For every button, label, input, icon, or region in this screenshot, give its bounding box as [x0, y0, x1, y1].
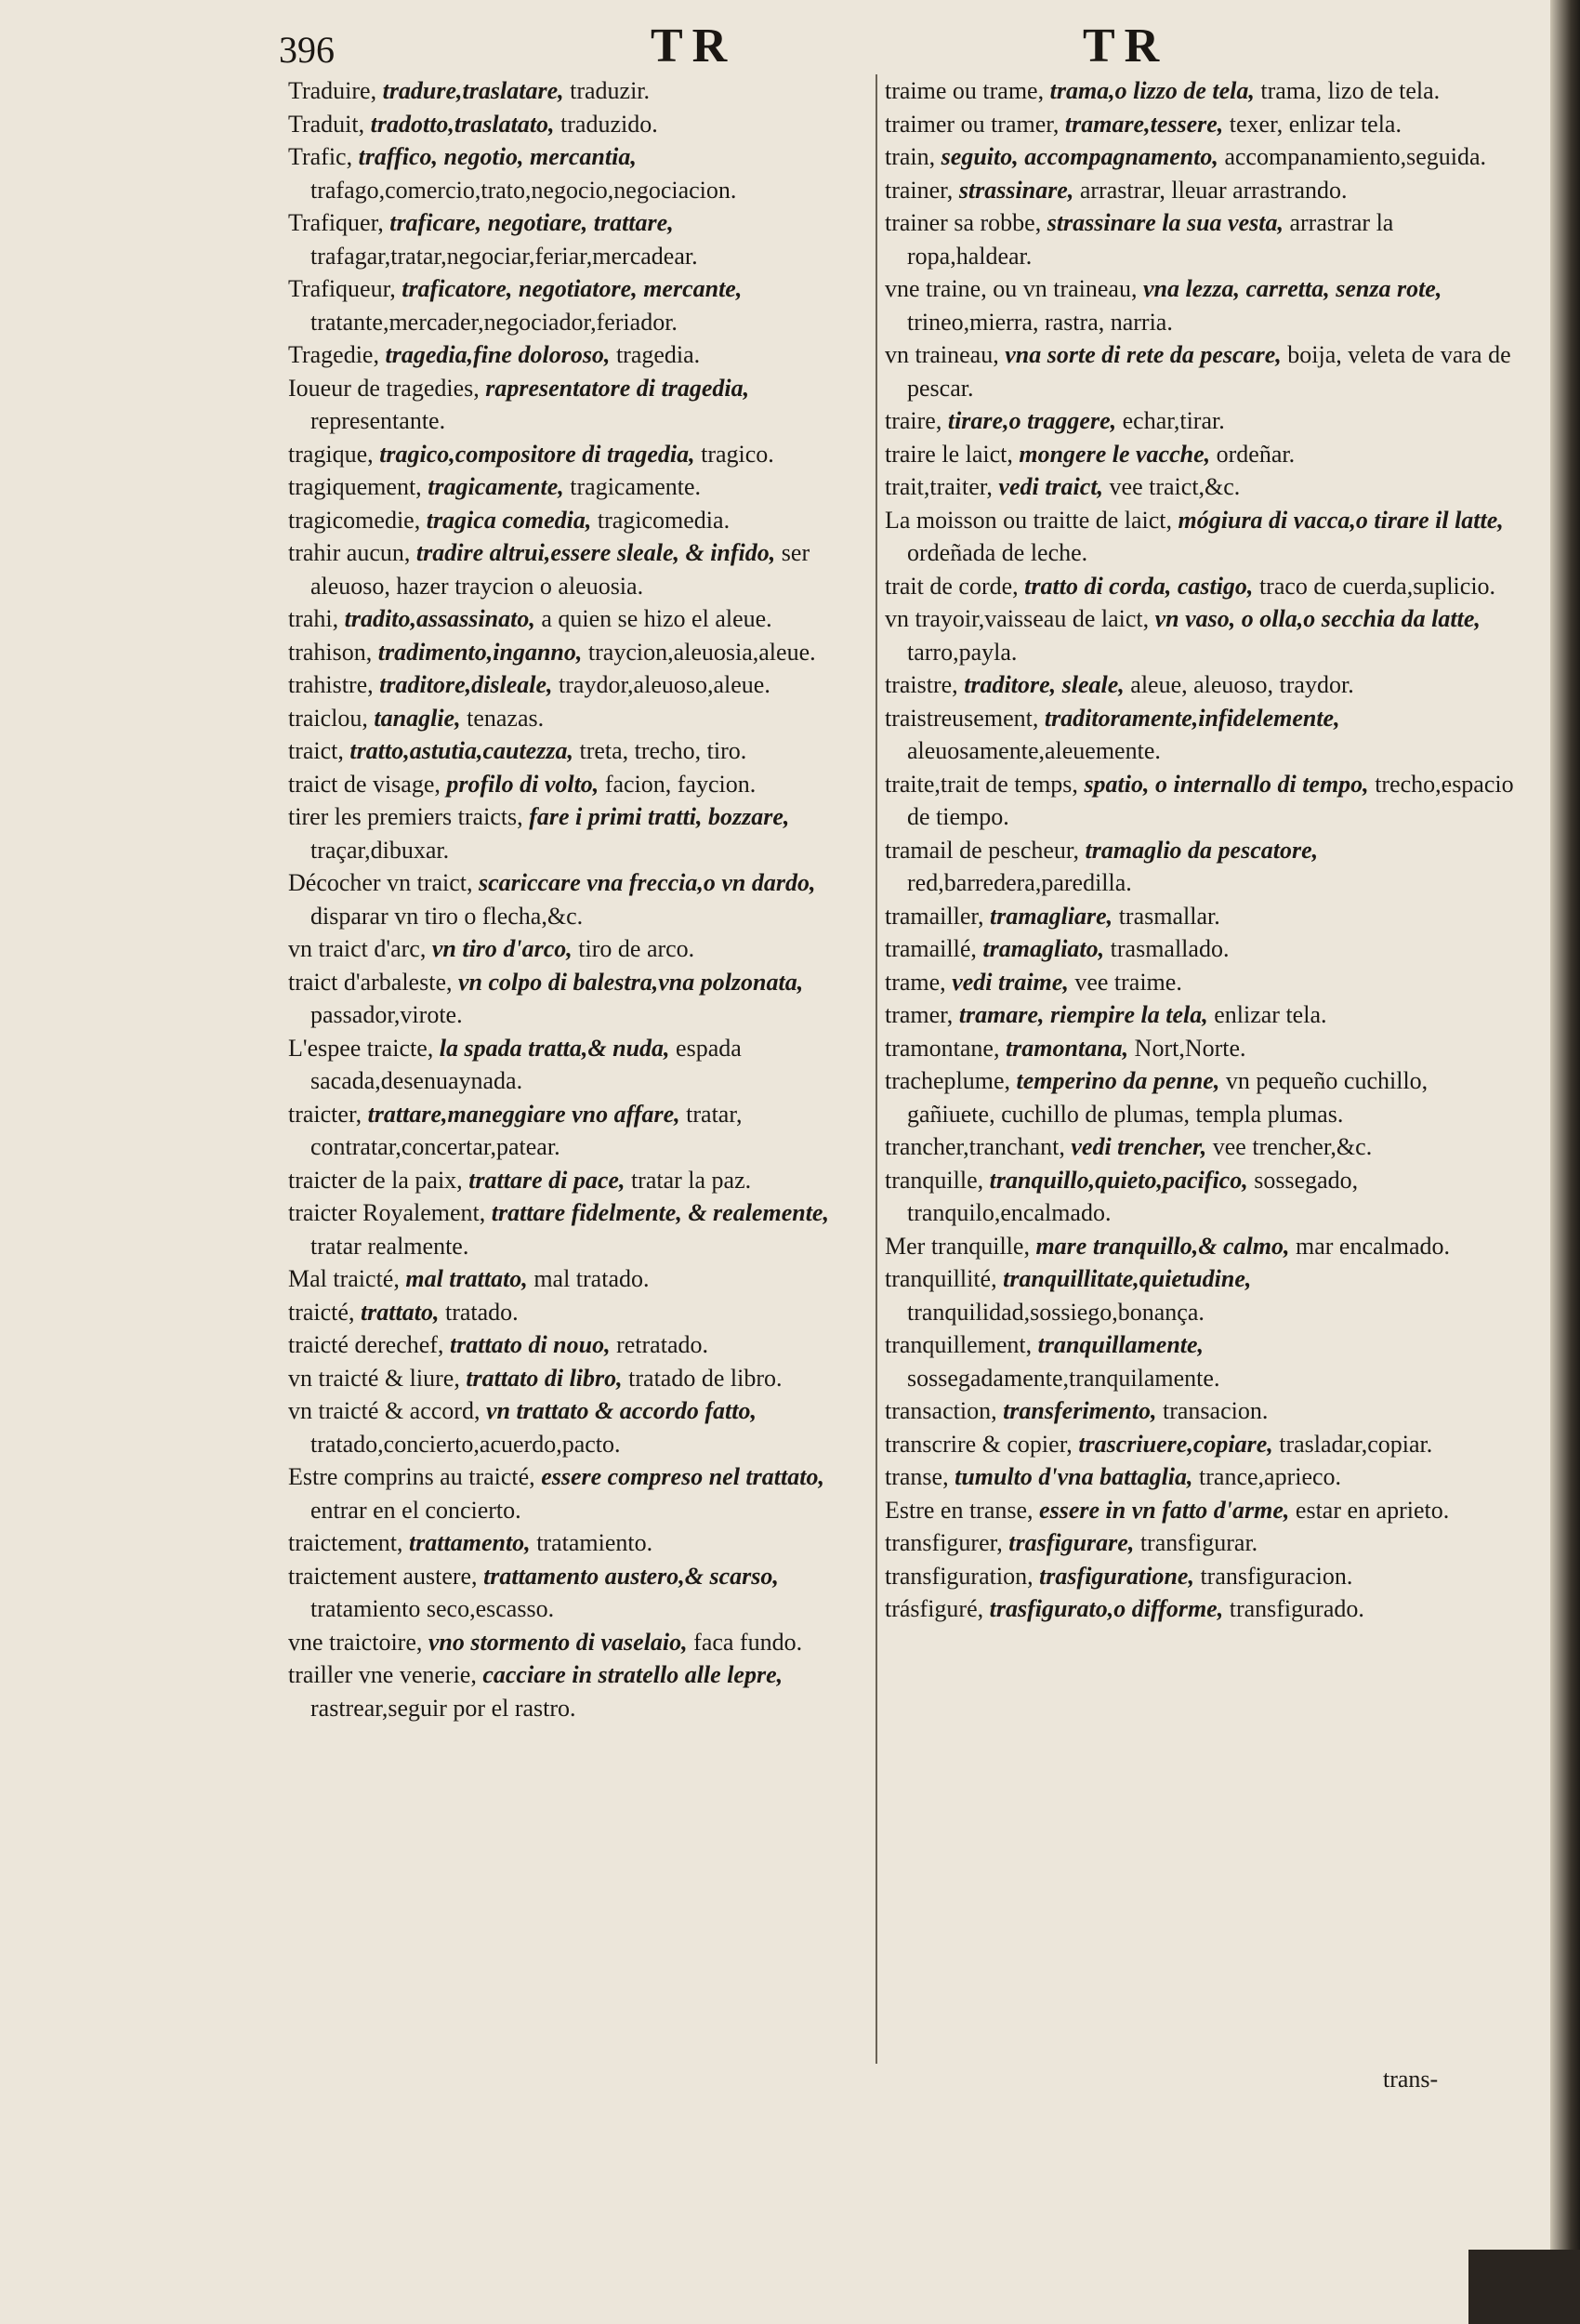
spanish-gloss: estar en aprieto. [1295, 1496, 1450, 1524]
french-headword: traicter, [288, 1100, 362, 1128]
spanish-gloss: tragedia. [615, 341, 701, 368]
dictionary-entry [288, 1032, 872, 1098]
spanish-gloss: transfiguracion. [1200, 1562, 1353, 1590]
spanish-gloss: representante. [310, 407, 446, 434]
spanish-gloss: trineo,mierra, rastra, narria. [907, 308, 1173, 336]
italian-gloss: cacciare in stratello alle lepre, [482, 1661, 783, 1688]
french-headword: traictement, [288, 1529, 403, 1556]
french-headword: Trafiqueur, [288, 275, 396, 302]
french-headword: tramer, [885, 1001, 954, 1028]
dictionary-entry [885, 1526, 1521, 1560]
french-headword: Traduit, [288, 110, 365, 138]
italian-gloss: vedi trencher, [1071, 1133, 1207, 1160]
italian-gloss: tranquillamente, [1037, 1331, 1205, 1358]
dictionary-entry [885, 140, 1521, 174]
italian-gloss: tradotto,traslatato, [370, 110, 555, 138]
dictionary-entry [288, 702, 872, 735]
dictionary-entry [885, 900, 1521, 933]
french-headword: vn trayoir,vaisseau de laict, [885, 605, 1150, 632]
dictionary-entry [885, 702, 1521, 768]
french-headword: tramail de pescheur, [885, 836, 1080, 864]
italian-gloss: vna sorte di rete da pescare, [1005, 341, 1282, 368]
dictionary-entry [288, 1262, 872, 1296]
italian-gloss: traffico, negotio, mercantia, [358, 143, 637, 170]
italian-gloss: mare tranquillo,& calmo, [1035, 1232, 1290, 1260]
spanish-gloss: tratante,mercader,negociador,feriador. [310, 308, 678, 336]
spanish-gloss: mal tratado. [533, 1265, 650, 1292]
dictionary-entry [885, 998, 1521, 1032]
italian-gloss: tratto di corda, castigo, [1024, 572, 1254, 600]
french-headword: tranquille, [885, 1166, 984, 1194]
dictionary-entry [288, 1626, 872, 1659]
italian-gloss: tramagliare, [990, 902, 1113, 930]
italian-gloss: tradure,traslatare, [382, 77, 564, 104]
french-headword: trait de corde, [885, 572, 1019, 600]
dictionary-entry [885, 570, 1521, 603]
french-headword: Mer tranquille, [885, 1232, 1030, 1260]
spanish-gloss: traycion,aleuosia,aleue. [587, 638, 816, 666]
dictionary-entry [885, 470, 1521, 504]
dictionary-entry [885, 966, 1521, 999]
french-headword: trahi, [288, 605, 339, 632]
dictionary-entry [288, 74, 872, 108]
french-headword: transfiguration, [885, 1562, 1034, 1590]
italian-gloss: trasfigurare, [1008, 1529, 1135, 1556]
italian-gloss: trascriuere,copiare, [1078, 1430, 1273, 1458]
italian-gloss: vna lezza, carretta, senza rote, [1142, 275, 1442, 302]
french-headword: L'espee traicte, [288, 1034, 434, 1062]
book-spine-shadow [1550, 0, 1580, 2324]
dictionary-entry [288, 1658, 872, 1724]
italian-gloss: fare i primi tratti, bozzare, [529, 803, 790, 830]
italian-gloss: trattare,maneggiare vno affare, [367, 1100, 680, 1128]
spanish-gloss: trecho,espacio de tiempo. [907, 770, 1514, 830]
italian-gloss: profilo di volto, [446, 770, 599, 798]
french-headword: tracheplume, [885, 1067, 1010, 1094]
dictionary-entry [288, 140, 872, 206]
french-headword: train, [885, 143, 936, 170]
dictionary-entry [288, 108, 872, 141]
french-headword: tramailler, [885, 902, 984, 930]
spanish-gloss: facion, faycion. [604, 770, 757, 798]
spanish-gloss: trama, lizo de tela. [1260, 77, 1441, 104]
spanish-gloss: ser aleuoso, hazer traycion o aleuosia. [310, 539, 810, 600]
italian-gloss: tramaglio da pescatore, [1085, 836, 1319, 864]
dictionary-entry [885, 504, 1521, 570]
french-headword: traime ou trame, [885, 77, 1045, 104]
dictionary-entry [885, 1032, 1521, 1065]
spanish-gloss: traçar,dibuxar. [310, 836, 450, 864]
italian-gloss: vn vaso, o olla,o secchia da latte, [1154, 605, 1481, 632]
italian-gloss: trasfigurato,o difforme, [989, 1595, 1224, 1622]
italian-gloss: essere compreso nel trattato, [541, 1463, 824, 1490]
dictionary-entry [288, 504, 872, 537]
spanish-gloss: texer, enlizar tela. [1229, 110, 1402, 138]
dictionary-entry [885, 438, 1521, 471]
spanish-gloss: rastrear,seguir por el rastro. [310, 1694, 576, 1722]
dictionary-entry [885, 1230, 1521, 1263]
dictionary-entry [288, 966, 872, 1032]
dictionary-entry [288, 1362, 872, 1395]
french-headword: traictement austere, [288, 1562, 478, 1590]
italian-gloss: vno stormento di vaselaio, [428, 1628, 688, 1656]
french-headword: trame, [885, 968, 946, 996]
spanish-gloss: traduzido. [560, 110, 658, 138]
french-headword: Ioueur de tragedies, [288, 374, 480, 402]
spanish-gloss: tratar la paz. [630, 1166, 752, 1194]
dictionary-entry [885, 174, 1521, 207]
italian-gloss: tramontana, [1005, 1034, 1129, 1062]
italian-gloss: tradimento,inganno, [377, 638, 583, 666]
dictionary-entry [288, 1296, 872, 1329]
spanish-gloss: retratado. [616, 1331, 708, 1358]
spanish-gloss: arrastrar la ropa,haldear. [907, 209, 1394, 270]
spanish-gloss: vee trencher,&c. [1212, 1133, 1373, 1160]
spanish-gloss: traduzir. [570, 77, 651, 104]
spanish-gloss: vn pequeño cuchillo, gañiuete, cuchillo de plumas, templa plumas. [907, 1067, 1429, 1128]
french-headword: traict d'arbaleste, [288, 968, 453, 996]
french-headword: vn traicté & liure, [288, 1364, 460, 1392]
dictionary-entry [885, 206, 1521, 272]
dictionary-entry [288, 1526, 872, 1560]
italian-gloss: traditoramente,infidelemente, [1044, 704, 1340, 732]
dictionary-entry [885, 1064, 1521, 1130]
right-column [885, 74, 1521, 1626]
french-headword: traicté derechef, [288, 1331, 444, 1358]
spanish-gloss: vee traict,&c. [1109, 473, 1241, 500]
spanish-gloss: tragicamente. [570, 473, 702, 500]
french-headword: traire, [885, 407, 942, 434]
french-headword: transcrire & copier, [885, 1430, 1073, 1458]
french-headword: transaction, [885, 1397, 997, 1424]
italian-gloss: scariccare vna freccia,o vn dardo, [479, 869, 816, 896]
italian-gloss: mongere le vacche, [1019, 440, 1211, 468]
italian-gloss: traficatore, negotiatore, mercante, [402, 275, 743, 302]
spanish-gloss: tratado,concierto,acuerdo,pacto. [310, 1430, 621, 1458]
spanish-gloss: tragico. [701, 440, 774, 468]
spanish-gloss: aleue, aleuoso, traydor. [1130, 671, 1354, 698]
dictionary-entry [288, 800, 872, 866]
spanish-gloss: tenazas. [467, 704, 545, 732]
italian-gloss: trattato di libro, [466, 1364, 623, 1392]
spanish-gloss: tratado. [444, 1298, 519, 1326]
spanish-gloss: faca fundo. [693, 1628, 803, 1656]
french-headword: Mal traicté, [288, 1265, 400, 1292]
italian-gloss: mal trattato, [405, 1265, 528, 1292]
french-headword: transe, [885, 1463, 949, 1490]
spanish-gloss: espada sacada,desenuaynada. [310, 1034, 742, 1094]
italian-gloss: traficare, negotiare, trattare, [389, 209, 674, 236]
spanish-gloss: aleuosamente,aleuemente. [907, 737, 1161, 764]
spanish-gloss: boija, veleta de vara de pescar. [907, 341, 1511, 402]
spanish-gloss: mar encalmado. [1295, 1232, 1451, 1260]
spanish-gloss: trasmallado. [1110, 935, 1230, 962]
spanish-gloss: transfigurar. [1139, 1529, 1258, 1556]
italian-gloss: essere in vn fatto d'arme, [1039, 1496, 1290, 1524]
dictionary-entry [288, 470, 872, 504]
page-corner-shadow [1468, 2250, 1580, 2324]
french-headword: tranquillité, [885, 1265, 997, 1292]
dictionary-entry [885, 668, 1521, 702]
french-headword: Traduire, [288, 77, 377, 104]
italian-gloss: tanaglie, [374, 704, 461, 732]
french-headword: vn traineau, [885, 341, 999, 368]
french-headword: tragiquement, [288, 473, 422, 500]
dictionary-entry [288, 438, 872, 471]
dictionary-entry [885, 1460, 1521, 1494]
dictionary-entry [885, 932, 1521, 966]
french-headword: traicter Royalement, [288, 1199, 486, 1226]
dictionary-entry [288, 602, 872, 636]
italian-gloss: vedi traime, [952, 968, 1069, 996]
dictionary-entry [288, 1394, 872, 1460]
italian-gloss: tradire altrui,essere sleale, & infido, [415, 539, 776, 566]
spanish-gloss: a quien se hizo el aleue. [541, 605, 772, 632]
french-headword: Estre comprins au traicté, [288, 1463, 535, 1490]
french-headword: Trafic, [288, 143, 353, 170]
dictionary-entry [288, 932, 872, 966]
left-column-heading: TR [651, 20, 737, 73]
italian-gloss: vn tiro d'arco, [431, 935, 573, 962]
spanish-gloss: tarro,payla. [907, 638, 1018, 666]
italian-gloss: trama,o lizzo de tela, [1049, 77, 1255, 104]
dictionary-entry [288, 272, 872, 338]
dictionary-entry [288, 668, 872, 702]
dictionary-entry [885, 74, 1521, 108]
dictionary-entry [288, 1460, 872, 1526]
spanish-gloss: trafagar,tratar,negociar,feriar,mercadear. [310, 242, 698, 270]
french-headword: trainer sa robbe, [885, 209, 1042, 236]
spanish-gloss: trasmallar. [1118, 902, 1220, 930]
spanish-gloss: trafago,comercio,trato,negocio,negociacion. [310, 176, 737, 204]
spanish-gloss: Nort,Norte. [1134, 1034, 1246, 1062]
dictionary-entry [288, 1196, 872, 1262]
french-headword: trahistre, [288, 671, 374, 698]
spanish-gloss: arrastrar, lleuar arrastrando. [1079, 176, 1348, 204]
dictionary-entry [885, 1262, 1521, 1328]
italian-gloss: tragedia,fine doloroso, [385, 341, 611, 368]
italian-gloss: trattato, [360, 1298, 440, 1326]
french-headword: trait,traiter, [885, 473, 993, 500]
spanish-gloss: disparar vn tiro o flecha,&c. [310, 902, 584, 930]
french-headword: trahir aucun, [288, 539, 411, 566]
italian-gloss: tumulto d'vna battaglia, [955, 1463, 1193, 1490]
french-headword: vne traictoire, [288, 1628, 423, 1656]
left-column [288, 74, 872, 1724]
dictionary-entry [885, 1394, 1521, 1428]
french-headword: vn traicté & accord, [288, 1397, 481, 1424]
italian-gloss: trattamento, [408, 1529, 531, 1556]
french-headword: Tragedie, [288, 341, 379, 368]
spanish-gloss: tratar, contratar,concertar,patear. [310, 1100, 743, 1160]
italian-gloss: mógiura di vacca,o tirare il latte, [1178, 506, 1504, 534]
spanish-gloss: tratar realmente. [310, 1232, 469, 1260]
french-headword: Décocher vn traict, [288, 869, 473, 896]
spanish-gloss: ordeñar. [1216, 440, 1296, 468]
dictionary-entry [885, 834, 1521, 900]
italian-gloss: tranquillitate,quietudine, [1003, 1265, 1252, 1292]
spanish-gloss: tiro de arco. [578, 935, 695, 962]
dictionary-entry [885, 1428, 1521, 1461]
italian-gloss: traditore,disleale, [379, 671, 553, 698]
italian-gloss: strassinare la sua vesta, [1047, 209, 1284, 236]
italian-gloss: tramare,tessere, [1064, 110, 1224, 138]
spanish-gloss: accompanamiento,seguida. [1224, 143, 1486, 170]
italian-gloss: trattato di nouo, [449, 1331, 611, 1358]
italian-gloss: trattamento austero,& scarso, [483, 1562, 779, 1590]
spanish-gloss: traco de cuerda,suplicio. [1258, 572, 1496, 600]
dictionary-entry [885, 108, 1521, 141]
french-headword: tramaillé, [885, 935, 977, 962]
italian-gloss: seguito, accompagnamento, [941, 143, 1218, 170]
spanish-gloss: tragicomedia. [597, 506, 731, 534]
right-column-heading: TR [1083, 20, 1169, 73]
french-headword: traiclou, [288, 704, 368, 732]
french-headword: vne traine, ou vn traineau, [885, 275, 1138, 302]
dictionary-entry [885, 404, 1521, 438]
dictionary-entry [885, 1164, 1521, 1230]
dictionary-entry [885, 768, 1521, 834]
italian-gloss: rapresentatore di tragedia, [485, 374, 750, 402]
french-headword: La moisson ou traitte de laict, [885, 506, 1173, 534]
dictionary-entry [288, 1098, 872, 1164]
spanish-gloss: sossegadamente,tranquilamente. [907, 1364, 1220, 1392]
french-headword: tramontane, [885, 1034, 1000, 1062]
column-divider [876, 74, 877, 2064]
french-headword: traict, [288, 737, 344, 764]
italian-gloss: tragica comedia, [426, 506, 592, 534]
spanish-gloss: enlizar tela. [1214, 1001, 1327, 1028]
dictionary-entry [885, 272, 1521, 338]
spanish-gloss: tratado de libro. [628, 1364, 783, 1392]
italian-gloss: spatio, o internallo di tempo, [1084, 770, 1369, 798]
dictionary-entry [288, 636, 872, 669]
french-headword: Estre en transe, [885, 1496, 1034, 1524]
spanish-gloss: trance,aprieco. [1199, 1463, 1342, 1490]
spanish-gloss: vee traime. [1074, 968, 1182, 996]
spanish-gloss: entrar en el concierto. [310, 1496, 521, 1524]
spanish-gloss: sossegado, tranquilo,encalmado. [907, 1166, 1359, 1226]
french-headword: tranquillement, [885, 1331, 1033, 1358]
spanish-gloss: passador,virote. [310, 1001, 463, 1028]
italian-gloss: tramagliato, [982, 935, 1105, 962]
dictionary-entry [288, 768, 872, 801]
italian-gloss: tragicamente, [428, 473, 564, 500]
italian-gloss: tradito,assassinato, [344, 605, 535, 632]
french-headword: traicter de la paix, [288, 1166, 463, 1194]
spanish-gloss: ordeñada de leche. [907, 539, 1088, 566]
spanish-gloss: tratamiento. [536, 1529, 653, 1556]
dictionary-entry [885, 1592, 1521, 1626]
dictionary-entry [885, 338, 1521, 404]
dictionary-entry [288, 338, 872, 372]
french-headword: traict de visage, [288, 770, 441, 798]
italian-gloss: tirare,o traggere, [947, 407, 1117, 434]
spanish-gloss: red,barredera,paredilla. [907, 869, 1132, 896]
french-headword: traistre, [885, 671, 958, 698]
italian-gloss: vn colpo di balestra,vna polzonata, [457, 968, 804, 996]
french-headword: trainer, [885, 176, 954, 204]
spanish-gloss: tranquilidad,sossiego,bonança. [907, 1298, 1205, 1326]
italian-gloss: tragico,compositore di tragedia, [379, 440, 695, 468]
french-headword: traire le laict, [885, 440, 1013, 468]
italian-gloss: tranquillo,quieto,pacifico, [989, 1166, 1248, 1194]
french-headword: traicté, [288, 1298, 355, 1326]
spanish-gloss: transacion. [1163, 1397, 1269, 1424]
spanish-gloss: transfigurado. [1229, 1595, 1364, 1622]
italian-gloss: tramare, riempire la tela, [958, 1001, 1208, 1028]
spanish-gloss: echar,tirar. [1122, 407, 1225, 434]
dictionary-entry [288, 372, 872, 438]
french-headword: tragique, [288, 440, 374, 468]
dictionary-entry [885, 602, 1521, 668]
dictionary-entry [288, 734, 872, 768]
french-headword: tirer les premiers traicts, [288, 803, 523, 830]
french-headword: traite,trait de temps, [885, 770, 1078, 798]
dictionary-entry [288, 206, 872, 272]
dictionary-entry [885, 1494, 1521, 1527]
french-headword: vn traict d'arc, [288, 935, 427, 962]
italian-gloss: tratto,astutia,cautezza, [349, 737, 573, 764]
french-headword: traimer ou tramer, [885, 110, 1060, 138]
french-headword: Trafiquer, [288, 209, 384, 236]
italian-gloss: la spada tratta,& nuda, [439, 1034, 670, 1062]
page-number: 396 [279, 29, 335, 71]
italian-gloss: vedi traict, [998, 473, 1104, 500]
dictionary-entry [885, 1130, 1521, 1164]
italian-gloss: strassinare, [958, 176, 1074, 204]
italian-gloss: traditore, sleale, [964, 671, 1125, 698]
dictionary-entry [885, 1328, 1521, 1394]
italian-gloss: trattare fidelmente, & realemente, [491, 1199, 829, 1226]
french-headword: traistreusement, [885, 704, 1039, 732]
catchword: trans- [1383, 2066, 1439, 2093]
dictionary-entry [288, 1328, 872, 1362]
dictionary-entry [288, 866, 872, 932]
french-headword: trahison, [288, 638, 373, 666]
french-headword: trailler vne venerie, [288, 1661, 477, 1688]
dictionary-entry [288, 1164, 872, 1197]
spanish-gloss: traydor,aleuoso,aleue. [559, 671, 770, 698]
spanish-gloss: treta, trecho, tiro. [579, 737, 747, 764]
italian-gloss: trasfiguratione, [1039, 1562, 1194, 1590]
dictionary-entry [288, 536, 872, 602]
spanish-gloss: tratamiento seco,escasso. [310, 1595, 555, 1622]
dictionary-entry [288, 1560, 872, 1626]
french-headword: trancher,tranchant, [885, 1133, 1065, 1160]
french-headword: tragicomedie, [288, 506, 421, 534]
italian-gloss: vn trattato & accordo fatto, [485, 1397, 757, 1424]
french-headword: transfigurer, [885, 1529, 1003, 1556]
italian-gloss: transferimento, [1003, 1397, 1157, 1424]
dictionary-entry [885, 1560, 1521, 1593]
spanish-gloss: trasladar,copiar. [1279, 1430, 1433, 1458]
italian-gloss: temperino da penne, [1016, 1067, 1220, 1094]
italian-gloss: trattare di pace, [468, 1166, 625, 1194]
french-headword: trásfiguré, [885, 1595, 984, 1622]
